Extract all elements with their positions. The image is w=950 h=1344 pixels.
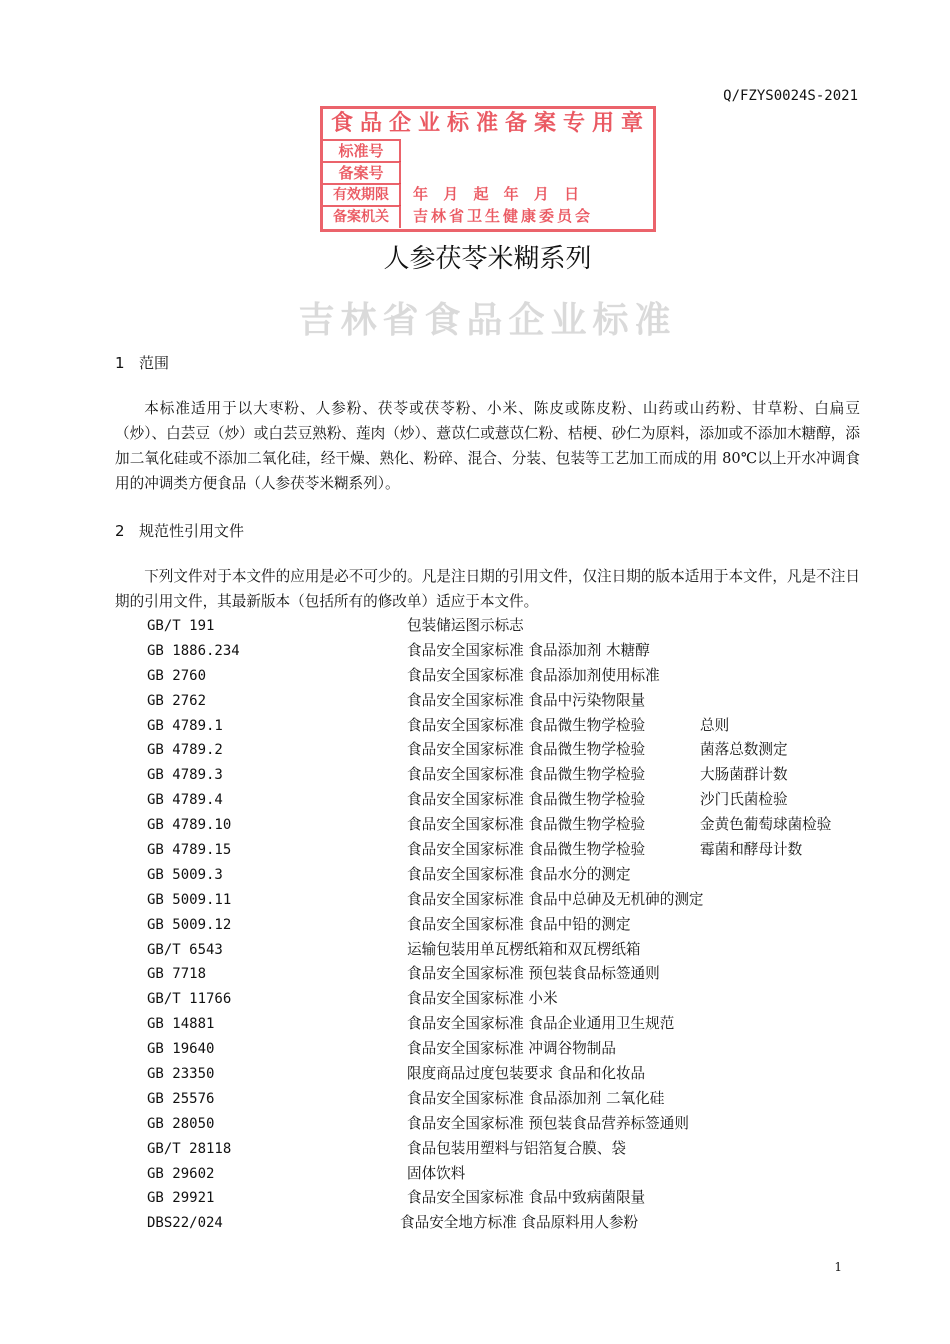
reference-code: GB/T 191	[147, 618, 215, 634]
reference-title: 包装储运图示标志	[407, 617, 524, 634]
scope-paragraph: 本标准适用于以大枣粉、人参粉、茯苓或茯苓粉、小米、陈皮或陈皮粉、山药或山药粉、甘草粉、白扁豆（炒）、白芸豆（炒）或白芸豆熟粉、莲肉（炒）、薏苡仁或薏苡仁粉、桔梗、砂仁为原料，添加或不添加木糖醇，添加二氧化硅或不添加二氧化硅，经干燥、熟化、粉碎、混合、分装、包装等工艺加工而成的用 80℃以上开水冲调食用的冲调类方便食品（人参茯苓米糊系列）。	[115, 400, 860, 492]
reference-list	[115, 614, 860, 1236]
reference-title: 食品安全地方标准 食品原料用人参粉	[400, 1214, 639, 1232]
reference-subtitle: 大肠菌群计数	[700, 766, 788, 784]
reference-title: 食品包装用塑料与铝箔复合膜、袋	[407, 1139, 626, 1157]
reference-row	[115, 863, 860, 888]
reference-code: GB/T 6543	[147, 941, 223, 958]
reference-title: 食品安全国家标准 食品水分的测定	[407, 865, 631, 883]
reference-row	[115, 763, 860, 788]
reference-title: 食品安全国家标准 食品微生物学检验	[407, 816, 646, 834]
section-1-number: 1	[115, 354, 125, 372]
reference-title: 食品安全国家标准 预包装食品标签通则	[407, 965, 660, 983]
reference-row	[115, 1012, 860, 1037]
section-2-heading: 规范性引用文件	[139, 522, 245, 540]
reference-subtitle: 菌落总数测定	[700, 741, 788, 759]
reference-code: GB 23350	[147, 1066, 215, 1083]
reference-code: GB/T 11766	[147, 991, 232, 1008]
reference-row	[115, 1137, 860, 1162]
stamp-label: 有效期限	[323, 183, 401, 206]
reference-title: 固体饮料	[407, 1164, 466, 1182]
reference-title: 食品安全国家标准 食品中总砷及无机砷的测定	[407, 890, 704, 908]
reference-code: GB 25576	[147, 1090, 215, 1107]
section-2-header	[115, 520, 860, 542]
reference-code: GB/T 28118	[147, 1140, 232, 1157]
reference-title: 食品安全国家标准 食品企业通用卫生规范	[407, 1015, 675, 1033]
reference-title: 食品安全国家标准 冲调谷物制品	[407, 1040, 616, 1058]
reference-row	[115, 1112, 860, 1137]
reference-row	[115, 689, 860, 714]
reference-code: GB 4789.15	[147, 842, 232, 859]
reference-row	[115, 788, 860, 813]
reference-title: 食品安全国家标准 食品微生物学检验	[407, 716, 646, 734]
reference-row	[115, 738, 860, 763]
reference-code: GB 29921	[147, 1190, 215, 1207]
section-1-heading: 范围	[139, 354, 170, 372]
reference-title: 食品安全国家标准 食品微生物学检验	[407, 766, 646, 784]
watermark: 吉林省食品企业标准	[298, 300, 677, 341]
reference-code: GB 29602	[147, 1165, 215, 1182]
stamp-label: 备案号	[323, 161, 401, 184]
reference-subtitle: 霉菌和酵母计数	[700, 841, 803, 859]
reference-row	[115, 913, 860, 938]
reference-row	[115, 1211, 860, 1236]
reference-title: 食品安全国家标准 食品添加剂 二氧化硅	[407, 1089, 665, 1107]
section-2-number: 2	[115, 522, 125, 540]
reference-title: 食品安全国家标准 食品添加剂使用标准	[407, 666, 660, 684]
reference-title: 食品安全国家标准 食品微生物学检验	[407, 741, 646, 759]
reference-title: 食品安全国家标准 食品微生物学检验	[407, 841, 646, 859]
reference-row	[115, 614, 860, 639]
stamp-validity: 年 月 起 年 月 日	[413, 185, 585, 203]
reference-subtitle: 沙门氏菌检验	[700, 791, 788, 809]
reference-code: DBS22/024	[147, 1215, 223, 1232]
reference-row	[115, 1062, 860, 1087]
reference-title: 运输包装用单瓦楞纸箱和双瓦楞纸箱	[407, 940, 641, 958]
reference-code: GB 5009.3	[147, 866, 223, 883]
reference-code: GB 4789.10	[147, 817, 232, 834]
references-intro: 下列文件对于本文件的应用是必不可少的。凡是注日期的引用文件，仅注日期的版本适用于本文件，凡是不注日期的引用文件，其最新版本（包括所有的修改单）适应于本文件。	[115, 568, 860, 610]
reference-row	[115, 962, 860, 987]
reference-subtitle: 总则	[700, 716, 730, 734]
reference-title: 食品安全国家标准 食品中污染物限量	[407, 691, 646, 709]
reference-title: 食品安全国家标准 预包装食品营养标签通则	[407, 1114, 689, 1132]
reference-code: GB 7718	[147, 966, 207, 983]
reference-code: GB 5009.11	[147, 891, 232, 908]
reference-code: GB 4789.3	[147, 767, 223, 784]
document-title: 人参茯苓米糊系列	[383, 244, 592, 274]
reference-row	[115, 987, 860, 1012]
reference-code: GB 1886.234	[147, 642, 240, 659]
stamp-label: 标准号	[323, 139, 401, 162]
page-number: 1	[834, 1260, 842, 1274]
reference-title: 食品安全国家标准 食品中铅的测定	[407, 915, 631, 933]
reference-title: 限度商品过度包装要求 食品和化妆品	[407, 1065, 646, 1083]
reference-code: GB 4789.2	[147, 742, 223, 759]
reference-row	[115, 813, 860, 838]
reference-code: GB 4789.1	[147, 717, 223, 734]
reference-row	[115, 1037, 860, 1062]
document-number: Q/FZYS0024S-2021	[723, 88, 858, 104]
stamp-label: 备案机关	[323, 205, 401, 228]
reference-title: 食品安全国家标准 小米	[407, 990, 558, 1008]
registration-stamp	[320, 106, 656, 232]
reference-row	[115, 1162, 860, 1187]
reference-subtitle: 金黄色葡萄球菌检验	[700, 816, 832, 834]
reference-title: 食品安全国家标准 食品中致病菌限量	[407, 1189, 646, 1207]
reference-code: GB 19640	[147, 1041, 215, 1058]
reference-title: 食品安全国家标准 食品添加剂 木糖醇	[407, 641, 650, 659]
reference-code: GB 5009.12	[147, 916, 232, 933]
reference-row	[115, 1087, 860, 1112]
section-1-header	[115, 352, 860, 374]
reference-code: GB 2762	[147, 692, 207, 709]
reference-row	[115, 838, 860, 863]
stamp-title: 食品企业标准备案专用章	[331, 111, 651, 136]
reference-row	[115, 1186, 860, 1211]
reference-code: GB 14881	[147, 1016, 215, 1033]
reference-title: 食品安全国家标准 食品微生物学检验	[407, 791, 646, 809]
reference-row	[115, 888, 860, 913]
reference-row	[115, 639, 860, 664]
reference-code: GB 4789.4	[147, 792, 223, 809]
reference-code: GB 2760	[147, 667, 207, 684]
reference-row	[115, 664, 860, 689]
reference-row	[115, 714, 860, 739]
reference-row	[115, 938, 860, 963]
stamp-authority: 吉林省卫生健康委员会	[413, 207, 594, 225]
document-body	[115, 352, 860, 1236]
reference-code: GB 28050	[147, 1115, 215, 1132]
